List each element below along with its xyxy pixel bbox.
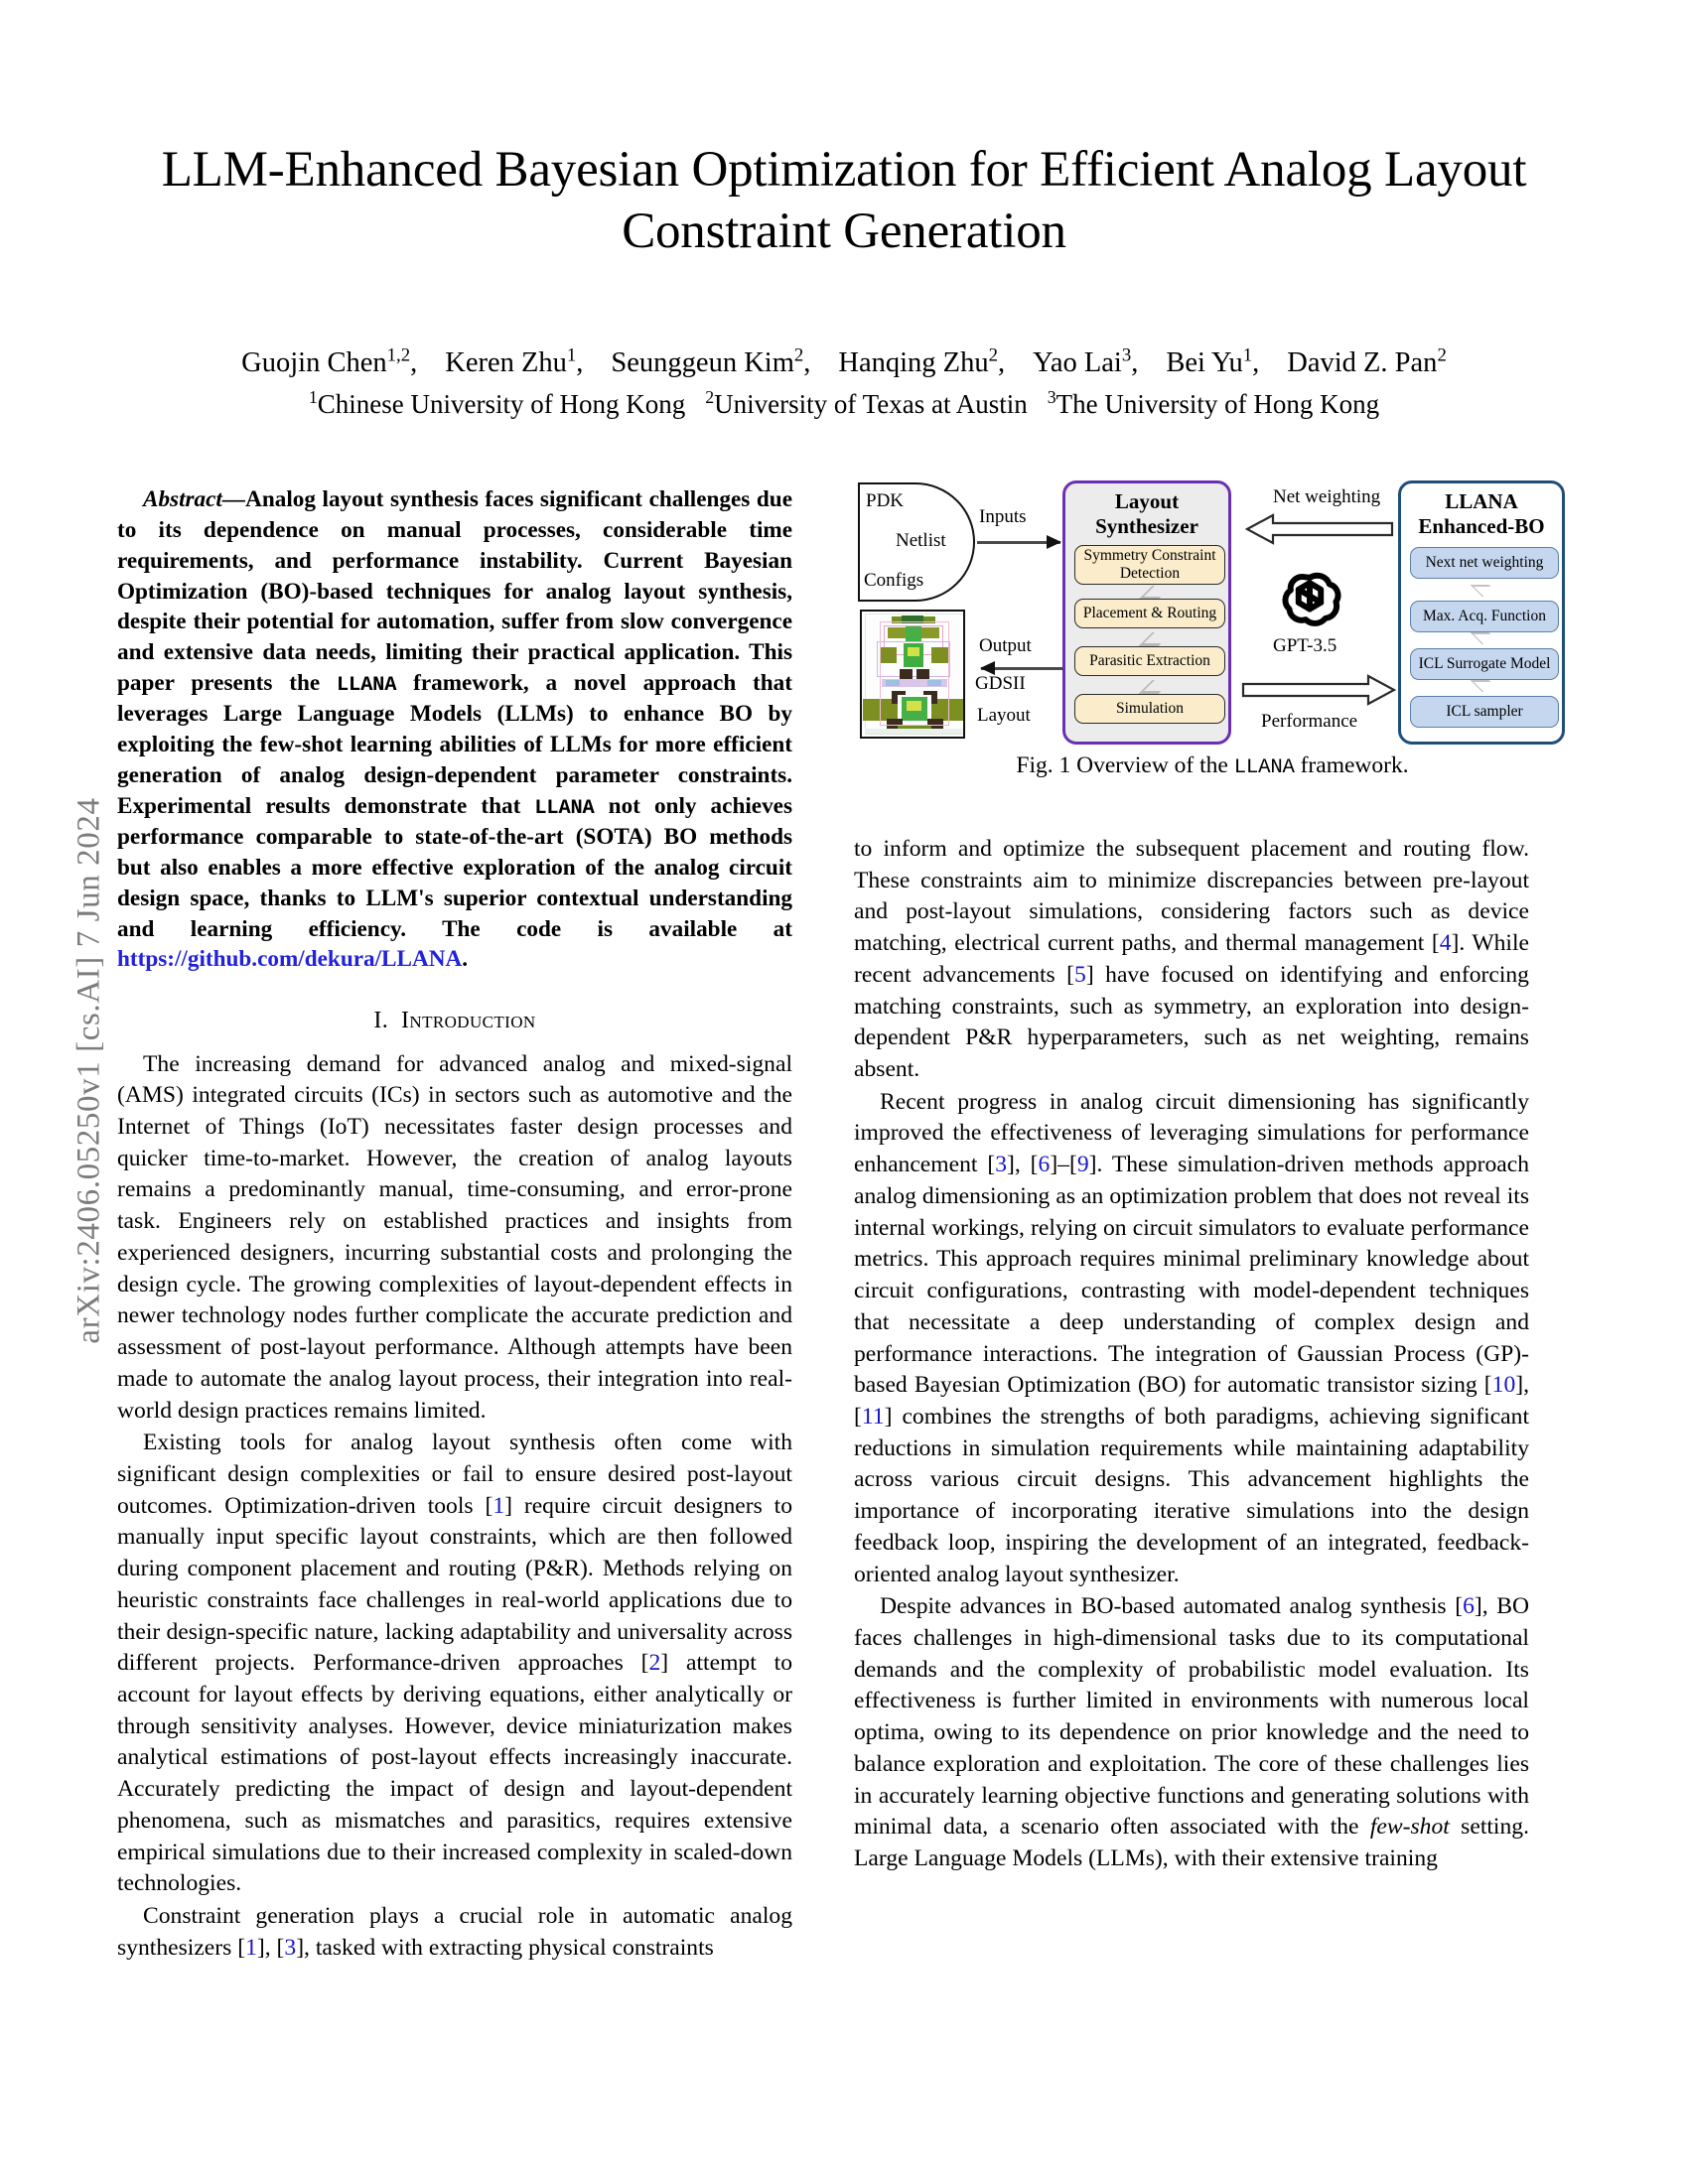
arrow-net-weighting <box>1245 512 1344 546</box>
label-inputs-edge: Inputs <box>979 506 1027 527</box>
label-configs: Configs <box>864 570 924 591</box>
paragraph: Recent progress in analog circuit dimensioning has significantly improved the effectiveness of leveraging simulations for performance enhancement [3], [6]–[9]. These simulation-driven methods approach analog dimensioning as an optimization problem that does not reveal its internal workings, relying on circuit simulators to evaluate performance metrics. This approach requires minimal preliminary knowledge about circuit configurations, contrasting with model-dependent techniques that necessitate a deep understanding of complex design and performance interactions. The integration of Gaussian Process (GP)-based Bayesian Optimization (BO) for automatic transistor sizing [10], [11] combines the strengths of both paradigms, achieving significant reductions in simulation requirements while maintaining adaptability across various circuit designs. This advancement highlights the importance of incorporating iterative simulations into the design feedback loop, inspiring the development of an integrated, feedback-oriented analog layout synthesizer. <box>854 1088 1530 1587</box>
chevron-up-icon <box>1471 632 1501 644</box>
llana-name: LLANA <box>337 674 397 698</box>
author-affil-marker: 1 <box>566 344 577 366</box>
synth-step-placement-routing[interactable]: Placement & Routing <box>1074 599 1225 628</box>
openai-logo-icon <box>1277 566 1342 631</box>
paragraph: Existing tools for analog layout synthesis often come with significant design complexities or fail to ensure desired post-layout outcomes. Optimization-driven tools [1] require circuit designers to manually input specific layout constraints, which are then followed during component placement and routing (P&R). Methods relying on heuristic constraints face challenges in real-world applications due to their design-specific nature, lacking adaptability and universality across different projects. Performance-driven approaches [2] attempt to account for layout effects by deriving equations, either analytically or through sensitivity analyses. However, device miniaturization makes analytical estimations of post-layout effects increasingly inaccurate. Accurately predicting the impact of design and layout-dependent phenomena, such as mismatches and parasitics, requires extensive empirical simulations due to their increased complexity in scaled-down technologies. <box>117 1430 793 1897</box>
label-gpt: GPT-3.5 <box>1273 635 1337 656</box>
label-netlist: Netlist <box>896 530 946 551</box>
chevron-down-icon <box>1139 680 1173 694</box>
citation-ref[interactable]: 1 <box>245 1934 257 1961</box>
affiliation-list <box>119 389 1569 420</box>
author-affil-marker: 1 <box>1242 344 1253 366</box>
citation-ref[interactable]: 2 <box>648 1650 661 1677</box>
chevron-up-icon <box>1471 680 1501 692</box>
affiliation: $^2$University of Texas at Austin <box>705 387 1028 419</box>
label-gdsii: GDSII <box>975 673 1026 694</box>
author: Guojin Chen$^{1,2}$, <box>241 344 418 378</box>
section-number: I. <box>373 1008 389 1034</box>
arrow-performance <box>1241 673 1340 707</box>
chevron-down-icon <box>1139 586 1173 600</box>
label-net-weighting: Net weighting <box>1273 486 1381 507</box>
citation-ref[interactable]: 6 <box>1463 1593 1475 1620</box>
layout-synthesizer-panel <box>1062 480 1231 745</box>
arxiv-stamp: arXiv:2406.05250v1 [cs.AI] 7 Jun 2024 <box>70 797 107 1344</box>
paragraph: Despite advances in BO-based automated analog synthesis [6], BO faces challenges in high-dimensional tasks due to its computational demands and the complexity of probabilistic model evaluation. Its effectiveness is further limited in environments with numerous local optima, owing to its dependence on prior knowledge and the need to balance exploration and exploitation. The core of these challenges lies in accurately learning objective functions and generating solutions with minimal data, a scenario often associated with the few-shot setting. Large Language Models (LLMs), with their extensive training <box>854 1593 1530 1871</box>
label-pdk: PDK <box>866 490 905 511</box>
label-performance: Performance <box>1261 711 1358 732</box>
author: Hanqing Zhu$^2$, <box>838 344 1006 378</box>
column-left <box>117 484 792 1964</box>
code-url-link[interactable]: https://github.com/dekura/LLANA <box>117 946 463 973</box>
citation-ref[interactable]: 3 <box>995 1152 1007 1178</box>
synth-step-symmetry-constraint-detection[interactable]: Symmetry Constraint Detection <box>1074 545 1225 585</box>
llana-panel-title: LLANA Enhanced-BO <box>1418 489 1545 539</box>
layout-synthesizer-title: Layout Synthesizer <box>1095 489 1198 539</box>
column-right <box>854 834 1529 1875</box>
citation-ref[interactable]: 4 <box>1439 930 1452 957</box>
synth-step-simulation[interactable]: Simulation <box>1074 694 1225 724</box>
author-affil-marker: 2 <box>1437 344 1447 366</box>
abstract-label: Abstract <box>143 486 222 512</box>
citation-ref[interactable]: 6 <box>1038 1152 1051 1178</box>
author: Yao Lai$^3$, <box>1033 344 1139 378</box>
author-list <box>119 344 1569 378</box>
llana-step-icl-surrogate-model[interactable]: ICL Surrogate Model <box>1410 648 1559 680</box>
affiliation: $^3$The University of Hong Kong <box>1047 387 1380 419</box>
section-title: Introduction <box>401 1008 536 1034</box>
paragraph: Constraint generation plays a crucial role in automatic analog synthesizers [1], [3], tasked with extracting physical constraints <box>117 1903 792 1961</box>
abstract: Abstract—Analog layout synthesis faces significant challenges due to its dependence on manual processes, considerable time requirements, and performance instability. Current Bayesian Optimization (BO)-based techniques for analog layout synthesis, despite their potential for automation, suffer from slow convergence and extensive data needs, limiting their practical application. This paper presents the LLANA framework, a novel approach that leverages Large Language Models (LLMs) to enhance BO by exploiting the few-shot learning abilities of LLMs for more efficient generation of analog design-dependent parameter constraints. Experimental results demonstrate that LLANA not only achieves performance comparable to state-of-the-art (SOTA) BO methods but also enables a more effective exploration of the analog circuit design space, thanks to LLM's superior contextual understanding and learning efficiency. The code is available at https://github.com/dekura/LLANA. <box>117 486 792 973</box>
figure-1 <box>856 478 1569 779</box>
author: David Z. Pan$^2$ <box>1287 344 1447 378</box>
paragraph: to inform and optimize the subsequent placement and routing flow. These constraints aim to minimize discrepancies between pre-layout and post-layout simulations, considering factors such as device matching, electrical current paths, and thermal management [4]. While recent advancements [5] have focused on identifying and enforcing matching constraints, such as symmetry, an exploration into design-dependent P&R hyperparameters, such as net weighting, remains absent. <box>854 836 1529 1083</box>
figure-caption: Fig. 1 Overview of the LLANA framework. <box>1016 752 1409 779</box>
title-block <box>119 139 1569 262</box>
citation-ref[interactable]: 10 <box>1491 1372 1516 1399</box>
citation-ref[interactable]: 11 <box>861 1403 885 1430</box>
author-affil-marker: 3 <box>1121 344 1132 366</box>
chevron-up-icon <box>1471 585 1501 597</box>
section-heading-introduction <box>117 1005 792 1036</box>
figure-diagram <box>856 478 1569 749</box>
citation-ref[interactable]: 3 <box>284 1934 297 1961</box>
llana-name: LLANA <box>1233 756 1295 779</box>
llana-step-max-acq-function[interactable]: Max. Acq. Function <box>1410 601 1559 632</box>
gdsii-layout-thumbnail <box>860 610 965 739</box>
llana-name: LLANA <box>534 796 595 820</box>
llana-step-next-net-weighting[interactable]: Next net weighting <box>1410 547 1559 579</box>
arrow-synthesizer-to-layout <box>981 667 1062 670</box>
author-affil-marker: 1,2 <box>386 344 411 366</box>
citation-ref[interactable]: 5 <box>1074 961 1086 988</box>
arrow-inputs-to-synthesizer <box>977 541 1060 544</box>
label-output-edge: Output <box>979 635 1032 656</box>
paragraph: The increasing demand for advanced analog and mixed-signal (AMS) integrated circuits (ICs) in sectors such as automotive and the Internet of Things (IoT) necessitates faster design processes and quicker time-to-market. However, the creation of analog layouts remains a predominantly manual, time-consuming, and error-prone task. Engineers rely on established practices and insights from experienced designers, incurring substantial costs and prolonging the design cycle. The growing complexities of layout-dependent effects in newer technology nodes further complicate the accurate prediction and assessment of post-layout performance. Although attempts have been made to automate the analog layout process, their integration into real-world design practices remains limited. <box>117 1050 792 1424</box>
citation-ref[interactable]: 1 <box>492 1492 505 1519</box>
chevron-down-icon <box>1139 632 1173 646</box>
page-title: LLM-Enhanced Bayesian Optimization for Efficient Analog Layout Constraint Generation <box>161 142 1527 260</box>
author: Bei Yu$^1$, <box>1166 344 1260 378</box>
label-layout: Layout <box>977 705 1031 726</box>
llana-enhanced-bo-panel <box>1398 480 1565 745</box>
synth-step-parasitic-extraction[interactable]: Parasitic Extraction <box>1074 646 1225 676</box>
emphasis-few-shot: few-shot <box>1369 1814 1450 1841</box>
citation-ref[interactable]: 9 <box>1076 1152 1089 1178</box>
author-affil-marker: 2 <box>793 344 804 366</box>
author: Seunggeun Kim$^2$, <box>611 344 811 378</box>
author-affil-marker: 2 <box>988 344 998 366</box>
affiliation: $^1$Chinese University of Hong Kong <box>308 387 686 419</box>
llana-step-icl-sampler[interactable]: ICL sampler <box>1410 696 1559 728</box>
author: Keren Zhu$^1$, <box>445 344 584 378</box>
